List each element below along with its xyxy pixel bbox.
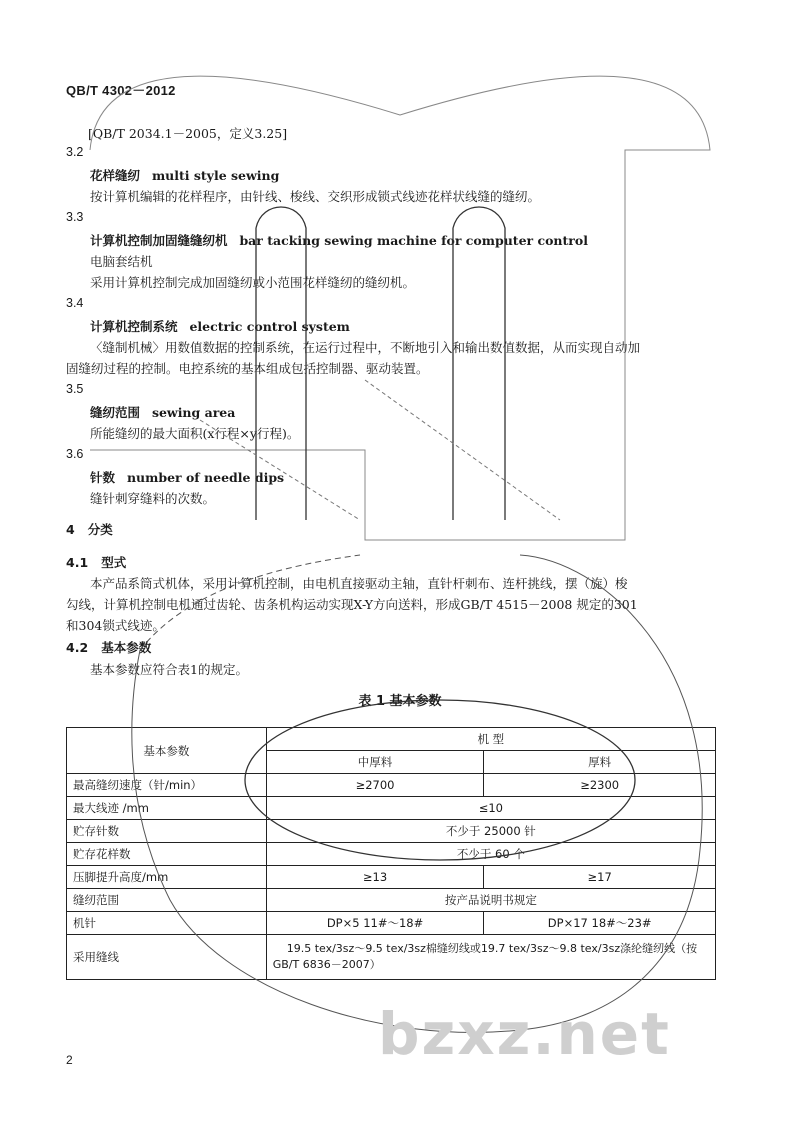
section-number: 3.2 <box>66 145 84 159</box>
term-cn: 计算机控制加固缝缝纫机 <box>90 233 228 248</box>
subsection-number: 4.2 <box>66 640 89 655</box>
term-en: bar tacking sewing machine for computer control <box>239 233 588 248</box>
cell-heavy: DP×17 18#～23# <box>484 912 716 935</box>
row-label: 缝纫范围 <box>67 889 267 912</box>
cell-heavy: ≥2300 <box>484 774 716 797</box>
table-row <box>67 843 716 866</box>
subsection-heading <box>66 553 126 571</box>
table-title: 表 1 基本参数 <box>358 694 442 709</box>
row-label: 贮存针数 <box>67 820 267 843</box>
term-en: sewing area <box>151 405 236 420</box>
cell-span: 不少于 25000 针 <box>266 820 715 843</box>
term-heading <box>90 166 279 184</box>
thread-spec-line: GB/T 6836－2007） <box>272 958 381 971</box>
row-label: 采用缝线 <box>67 935 267 980</box>
term-heading <box>90 317 350 335</box>
table-row <box>67 820 716 843</box>
subsection-number: 4.1 <box>66 555 89 570</box>
cell-span <box>266 935 715 980</box>
table-row <box>67 935 716 980</box>
cell-span: 不少于 60 个 <box>266 843 715 866</box>
page-number: 2 <box>66 1053 73 1067</box>
row-label: 最大线迹 /mm <box>67 797 267 820</box>
paragraph-line: 和304锁式线迹。 <box>66 618 165 633</box>
cell-medium: ≥13 <box>266 866 484 889</box>
subsection-heading <box>66 638 151 656</box>
cell-span: ≤10 <box>266 797 715 820</box>
term-heading <box>90 403 235 421</box>
cell-span: 按产品说明书规定 <box>266 889 715 912</box>
col-header-heavy: 厚料 <box>484 751 716 774</box>
table-row <box>67 866 716 889</box>
row-label: 最高缝纫速度（针/min） <box>67 774 267 797</box>
paragraph-line: 本产品系筒式机体，采用计算机控制，由电机直接驱动主轴，直针杆刺布、连杆挑线，摆（旋）梭 <box>90 576 628 591</box>
term-definition-line: 〈缝制机械〉用数值数据的控制系统，在运行过程中，不断地引入和输出数值数据，从而实现自动加 <box>90 340 641 355</box>
arch-right <box>453 207 505 520</box>
table-group-header: 机 型 <box>266 728 715 751</box>
term-en: electric control system <box>189 319 350 334</box>
subsection-title: 基本参数 <box>101 640 152 655</box>
chapter-number: 4 <box>66 522 75 537</box>
term-definition-line: 固缝纫过程的控制。电控系统的基本组成包括控制器、驱动装置。 <box>66 361 429 376</box>
term-definition: 所能缝纫的最大面积(x行程×y行程)。 <box>90 426 300 441</box>
section-number: 3.4 <box>66 296 84 310</box>
watermark-logo: bzxz.net <box>378 1000 671 1068</box>
table-row <box>67 889 716 912</box>
table-row <box>67 774 716 797</box>
subsection-title: 型式 <box>101 555 127 570</box>
cell-medium: DP×5 11#～18# <box>266 912 484 935</box>
term-en: number of needle dips <box>126 470 285 485</box>
col-header-medium: 中厚料 <box>266 751 484 774</box>
row-label: 压脚提升高度/mm <box>67 866 267 889</box>
term-cn: 花样缝纫 <box>90 168 141 183</box>
table-row <box>67 912 716 935</box>
paragraph-line: 基本参数应符合表1的规定。 <box>90 662 248 677</box>
term-cn: 针数 <box>90 470 116 485</box>
chapter-title: 分类 <box>87 522 113 537</box>
paragraph-line: 勾线，计算机控制电机通过齿轮、齿条机构运动实现X-Y方向送料，形成GB/T 4515－2008 规定的301 <box>66 597 638 612</box>
term-en: multi style sewing <box>151 168 280 183</box>
term-cn: 缝纫范围 <box>90 405 141 420</box>
term-cn: 计算机控制系统 <box>90 319 178 334</box>
term-heading <box>90 231 588 249</box>
row-label: 贮存花样数 <box>67 843 267 866</box>
term-synonym: 电脑套结机 <box>90 254 153 269</box>
table-header-row <box>67 728 716 751</box>
table-row <box>67 797 716 820</box>
table-corner-header: 基本参数 <box>67 728 267 774</box>
thread-spec-line: 19.5 tex/3sz～9.5 tex/3sz棉缝纫线或19.7 tex/3sz～9.8 tex/3sz涤纶缝纫线（按 <box>286 942 698 955</box>
cell-medium: ≥2700 <box>266 774 484 797</box>
cell-heavy: ≥17 <box>484 866 716 889</box>
section-number: 3.6 <box>66 447 84 461</box>
term-definition: 缝针刺穿缝料的次数。 <box>90 491 216 506</box>
term-definition: 采用计算机控制完成加固缝纫或小范围花样缝纫的缝纫机。 <box>90 275 416 290</box>
definition-reference: [QB/T 2034.1－2005，定义3.25] <box>88 126 288 141</box>
term-definition: 按计算机编辑的花样程序，由针线、梭线、交织形成锁式线迹花样状线缝的缝纫。 <box>90 189 541 204</box>
arch-dashed-lines <box>200 380 560 520</box>
row-label: 机针 <box>67 912 267 935</box>
chapter-heading <box>66 520 113 538</box>
standard-code-header: QB/T 4302－2012 <box>66 83 176 98</box>
basic-parameters-table <box>66 727 716 980</box>
term-heading <box>90 468 284 486</box>
section-number: 3.5 <box>66 382 84 396</box>
section-number: 3.3 <box>66 210 84 224</box>
